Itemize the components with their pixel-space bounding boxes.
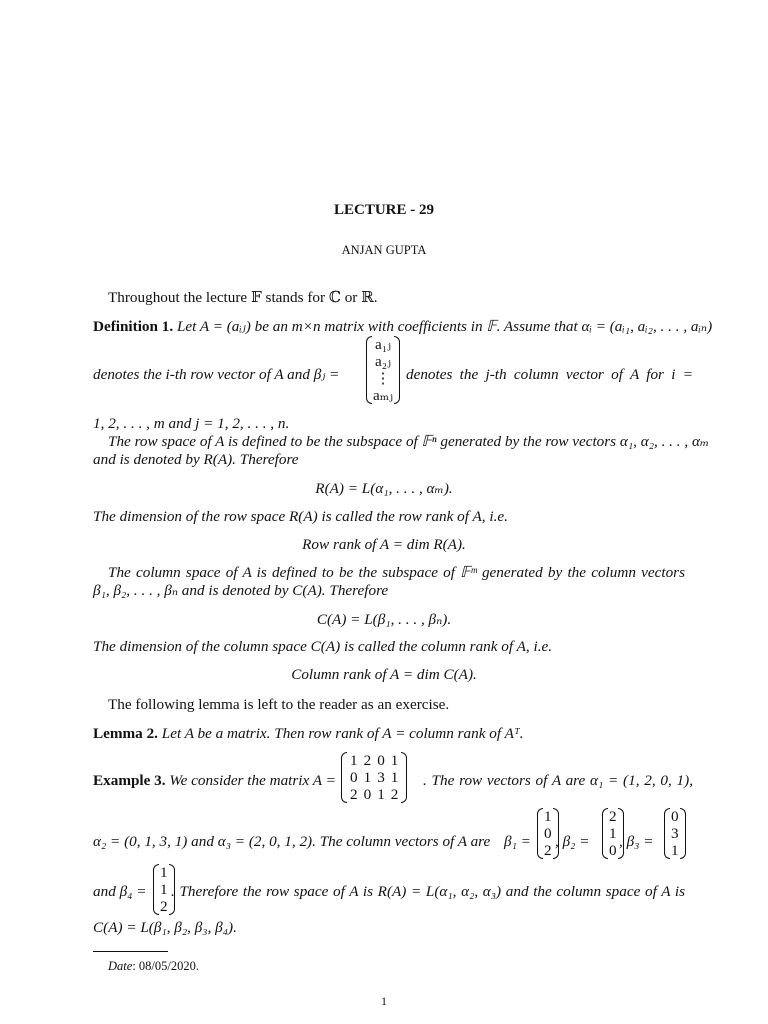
matrix-cell: 1 <box>350 752 358 769</box>
column-space-line-1: The column space of A is defined to be the subspace of 𝔽ᵐ generated by the column vectors <box>108 564 685 581</box>
matrix-cell: 2 <box>390 786 399 803</box>
row-space-line-1: The row space of A is defined to be the subspace of 𝔽ⁿ generated by the row vectors α₁, α₂, . . . , αₘ <box>108 433 710 450</box>
matrix-cell: 0 <box>350 769 358 786</box>
vector-entry: 1 <box>160 864 168 881</box>
matrix-cell: 1 <box>377 786 385 803</box>
example-text-b: . The row vectors of A are α₁ = (1, 2, 0, 1), <box>423 772 693 789</box>
footnote-rule <box>93 951 168 952</box>
matrix-cell: 0 <box>377 752 385 769</box>
col-entry: a₁ⱼ <box>375 336 392 353</box>
vector-entry: 1 <box>544 808 552 825</box>
matrix-cell: 0 <box>363 786 372 803</box>
vector-entry: 0 <box>671 808 679 825</box>
example-line-2-text: α₂ = (0, 1, 3, 1) and α₃ = (2, 0, 1, 2). The column vectors of A are <box>93 833 491 850</box>
row-space-line-2: and is denoted by R(A). Therefore <box>93 451 299 468</box>
beta3-label: , β₃ = <box>619 833 654 850</box>
equation-row-rank: Row rank of A = dim R(A). <box>302 536 466 553</box>
example-line-3 <box>93 864 693 920</box>
col-entry: a₂ⱼ <box>375 353 392 370</box>
col-entry: aₘⱼ <box>373 387 394 404</box>
equation-column-space: C(A) = L(β₁, . . . , βₙ). <box>316 611 452 628</box>
beta1-label: β₁ = <box>504 833 531 850</box>
vector-entry: 0 <box>609 842 617 859</box>
footnote <box>108 957 199 975</box>
page-number: 1 <box>381 994 387 1008</box>
footnote-value: : 08/05/2020. <box>132 959 199 973</box>
vector-entry: 2 <box>160 898 168 915</box>
author: ANJAN GUPTA <box>341 243 427 257</box>
vector-entry: 1 <box>160 881 168 898</box>
vector-entry: 2 <box>609 808 617 825</box>
example-last-line: C(A) = L(β₁, β₂, β₃, β₄). <box>93 919 237 936</box>
definition-line-2 <box>93 336 693 416</box>
equation-row-space: R(A) = L(α₁, . . . , αₘ). <box>315 480 453 497</box>
definition-heading: Definition 1. <box>93 318 174 335</box>
definition-text-1: Let A = (aᵢⱼ) be an m×n matrix with coefficients in 𝔽. Assume that αᵢ = (aᵢ₁, aᵢ₂, . . . , aᵢₙ) <box>176 318 713 335</box>
definition-line-1 <box>93 318 713 336</box>
lemma-heading: Lemma 2. <box>93 725 158 742</box>
matrix-A <box>341 752 407 803</box>
example-text-a: We consider the matrix A = <box>169 772 336 789</box>
row-rank-text: The dimension of the row space R(A) is called the row rank of A, i.e. <box>93 508 508 525</box>
matrix-cell: 2 <box>350 786 358 803</box>
column-vector-beta-j <box>366 336 400 404</box>
lemma <box>93 725 524 743</box>
example-line-1 <box>93 752 693 808</box>
lemma-text: Let A be a matrix. Then row rank of A = column rank of Aᵀ. <box>161 725 524 742</box>
definition-text-2a: denotes the i-th row vector of A and βⱼ = <box>93 366 340 383</box>
matrix-cell: 1 <box>363 769 372 786</box>
column-rank-text: The dimension of the column space C(A) is called the column rank of A, i.e. <box>93 638 553 655</box>
vector-entry: 0 <box>544 825 552 842</box>
vector-entry: 2 <box>544 842 552 859</box>
vector-beta-3 <box>664 808 686 859</box>
matrix-cell: 3 <box>377 769 385 786</box>
definition-line-3: 1, 2, . . . , m and j = 1, 2, . . . , n. <box>93 415 290 432</box>
vector-entry: 3 <box>671 825 679 842</box>
matrix-cell: 1 <box>390 752 399 769</box>
example-heading: Example 3. <box>93 772 166 789</box>
vector-entry: 1 <box>671 842 679 859</box>
matrix-cell: 2 <box>363 752 372 769</box>
col-entry: ⋮ <box>375 370 391 387</box>
matrix-cell: 1 <box>390 769 399 786</box>
equation-column-rank: Column rank of A = dim C(A). <box>291 666 477 683</box>
example-line-2 <box>93 808 693 864</box>
page-title: LECTURE - 29 <box>333 202 434 218</box>
lemma-intro: The following lemma is left to the reader as an exercise. <box>108 696 450 713</box>
definition-text-2b: denotes the j-th column vector of A for i = <box>406 366 693 383</box>
column-space-line-2: β₁, β₂, . . . , βₙ and is denoted by C(A). Therefore <box>93 582 389 599</box>
beta2-label: , β₂ = <box>555 833 590 850</box>
beta4-suffix: . Therefore the row space of A is R(A) = L(α₁, α₂, α₃) and the column space of A is <box>171 883 685 900</box>
footnote-label: Date <box>108 959 133 973</box>
vector-entry: 1 <box>609 825 617 842</box>
beta4-prefix: and β₄ = <box>93 883 147 900</box>
intro-text: Throughout the lecture 𝔽 stands for ℂ or ℝ. <box>108 289 378 306</box>
